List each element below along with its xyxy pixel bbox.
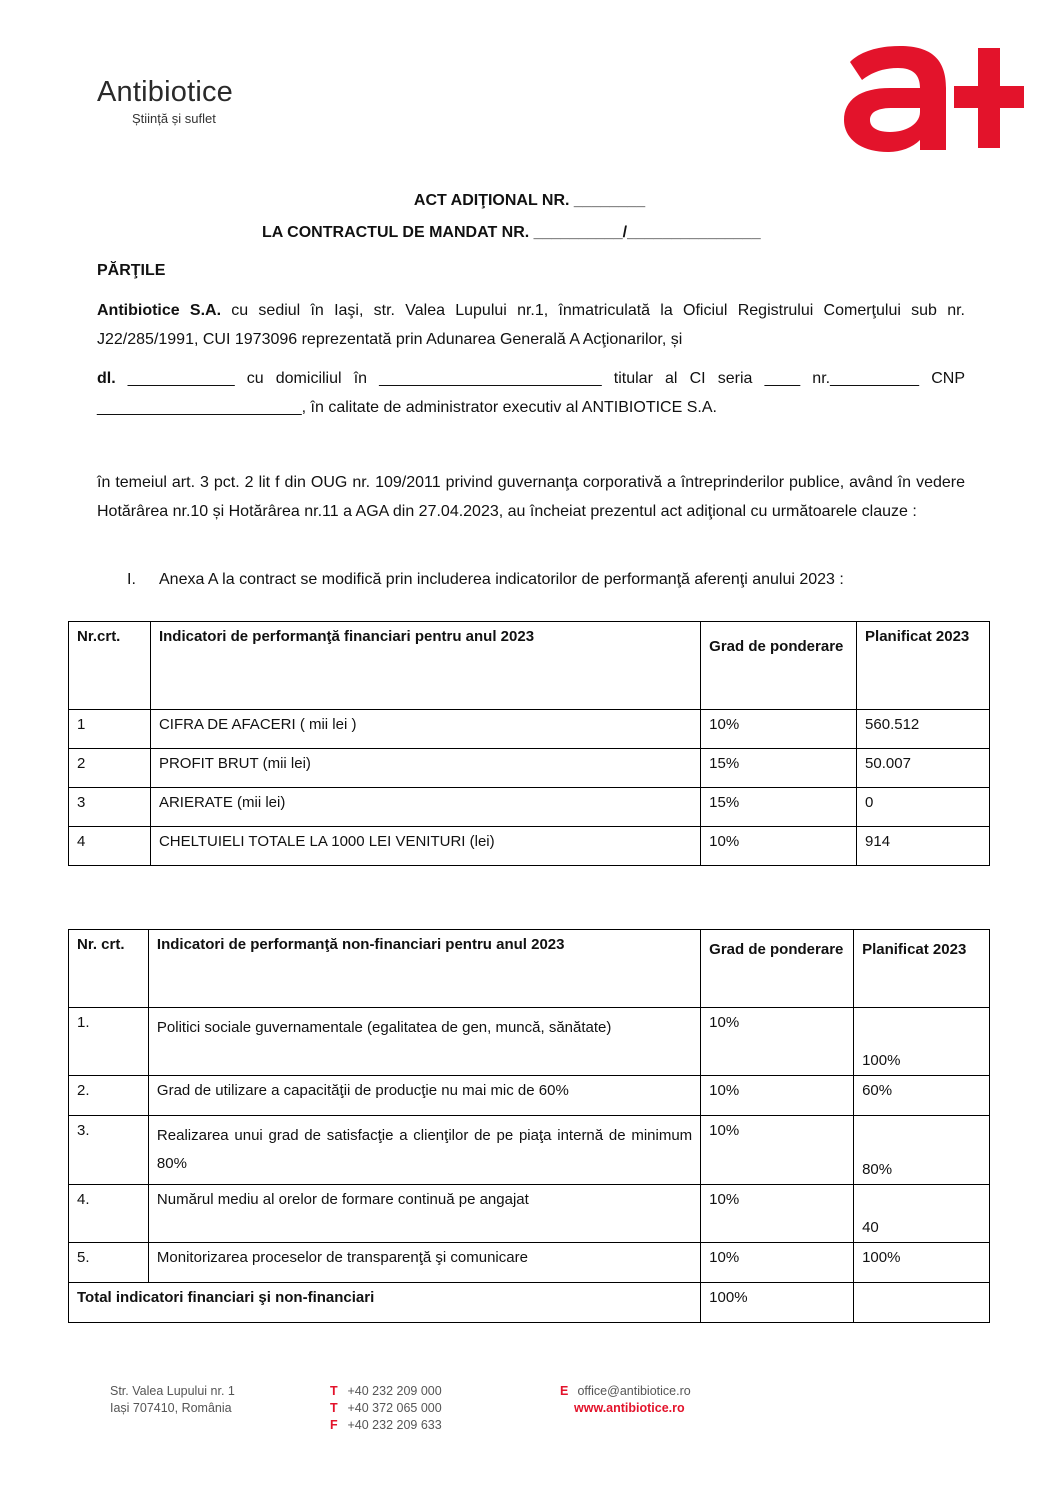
table-cell: CHELTUIELI TOTALE LA 1000 LEI VENITURI (lei): [150, 827, 700, 866]
document-title: ACT ADIŢIONAL NR. ________: [413, 192, 646, 209]
table-cell: 10%: [701, 1008, 854, 1076]
table-row: [69, 1008, 990, 1076]
legal-basis-paragraph: în temeiul art. 3 pct. 2 lit f din OUG nr. 109/2011 privind guvernanţa corporativă a întreprinderilor publice, având în vedere Hotărârea nr.10 și Hotărârea nr.11 a AGA din 27.04.2023, au încheiat prezentul act adiţional cu următoarele clauze :: [97, 474, 965, 520]
company-logo-tagline: Știință și suflet: [132, 111, 216, 126]
email-link[interactable]: office@antibiotice.ro: [577, 1384, 691, 1398]
table-header-row: [69, 930, 990, 1008]
table-cell: CIFRA DE AFACERI ( mii lei ): [150, 710, 700, 749]
header-cell: Nr.crt.: [69, 622, 151, 710]
header-cell: Grad de ponderare: [701, 622, 857, 710]
table-cell: 60%: [854, 1076, 990, 1116]
table-cell: 100%: [854, 1243, 990, 1283]
table-row: [69, 1116, 990, 1185]
table-cell: 3.: [69, 1116, 149, 1185]
table-cell: Monitorizarea proceselor de transparenţă şi comunicare: [148, 1243, 700, 1283]
address-line: Str. Valea Lupului nr. 1: [110, 1384, 235, 1398]
fax-key: F: [330, 1418, 338, 1432]
table-cell: 10%: [701, 1116, 854, 1185]
clause-text: Anexa A la contract se modifică prin includerea indicatorilor de performanţă aferenţi anului 2023 :: [159, 571, 844, 588]
table-cell: 0: [857, 788, 990, 827]
table-cell: 10%: [701, 1243, 854, 1283]
financial-indicators-table: [68, 621, 990, 866]
company-logo-name: Antibiotice: [97, 76, 233, 108]
table-row: [69, 1076, 990, 1116]
header-cell: Grad de ponderare: [701, 930, 854, 1008]
document-subtitle: LA CONTRACTUL DE MANDAT NR. __________/_______________: [262, 224, 761, 241]
address-line: Iași 707410, România: [110, 1401, 232, 1415]
party-2-paragraph: [97, 364, 965, 422]
total-planned: [854, 1283, 990, 1323]
table-cell: 914: [857, 827, 990, 866]
table-header-row: [69, 622, 990, 710]
table-cell: Numărul mediu al orelor de formare continuă pe angajat: [148, 1185, 700, 1243]
table-cell: 10%: [701, 1185, 854, 1243]
non-financial-indicators-table: [68, 929, 990, 1323]
total-value: 100%: [701, 1283, 854, 1323]
table-cell: Politici sociale guvernamentale (egalitatea de gen, muncă, sănătate): [148, 1008, 700, 1076]
table-cell: 1: [69, 710, 151, 749]
table-total-row: [69, 1283, 990, 1323]
table-cell: 80%: [854, 1116, 990, 1185]
header-cell: Planificat 2023: [857, 622, 990, 710]
table-cell: ARIERATE (mii lei): [150, 788, 700, 827]
party-1-paragraph: [97, 296, 965, 354]
table-cell: 10%: [701, 1076, 854, 1116]
phone-key: T: [330, 1401, 338, 1415]
table-cell: 5.: [69, 1243, 149, 1283]
table-row: [69, 788, 990, 827]
table-cell: Realizarea unui grad de satisfacţie a clienţilor de pe piaţa internă de minimum 80%: [148, 1116, 700, 1185]
parties-heading: PĂRŢILE: [97, 262, 166, 279]
total-label: Total indicatori financiari şi non-financiari: [69, 1283, 701, 1323]
table-cell: 2: [69, 749, 151, 788]
phone-key: T: [330, 1384, 338, 1398]
table-cell: 100%: [854, 1008, 990, 1076]
table-row: [69, 710, 990, 749]
header-cell: Indicatori de performanţă non-financiari pentru anul 2023: [148, 930, 700, 1008]
clause-number: I.: [127, 571, 136, 588]
table-cell: PROFIT BRUT (mii lei): [150, 749, 700, 788]
party-2-name: dl.: [97, 370, 116, 387]
table-cell: 15%: [701, 749, 857, 788]
party-1-name: Antibiotice S.A.: [97, 302, 222, 319]
brand-a-plus-logo: [842, 42, 1024, 154]
phone-number: +40 372 065 000: [347, 1401, 442, 1415]
email-key: E: [560, 1384, 569, 1398]
table-cell: 15%: [701, 788, 857, 827]
phone-number: +40 232 209 000: [347, 1384, 442, 1398]
table-cell: 4: [69, 827, 151, 866]
table-row: [69, 827, 990, 866]
table-cell: 560.512: [857, 710, 990, 749]
party-2-details: ____________ cu domiciliul în _________________________ titular al CI seria ____ nr.__________ CNP _______________________, în calitate de administrator executiv al ANTIBIOTICE S.A.: [97, 370, 965, 416]
table-cell: 10%: [701, 827, 857, 866]
table-cell: 1.: [69, 1008, 149, 1076]
table-row: [69, 749, 990, 788]
fax-number: +40 232 209 633: [347, 1418, 442, 1432]
table-cell: 4.: [69, 1185, 149, 1243]
party-1-details: cu sediul în Iaşi, str. Valea Lupului nr.1, înmatriculată la Oficiul Registrului Comerţului sub nr. J22/285/1991, CUI 1973096 reprezentată prin Adunarea Generală A Acţionarilor, și: [97, 302, 965, 348]
clause-item: [127, 571, 844, 589]
footer-contact: [560, 1383, 691, 1417]
website-link[interactable]: www.antibiotice.ro: [574, 1401, 685, 1415]
table-cell: 40: [854, 1185, 990, 1243]
table-cell: 2.: [69, 1076, 149, 1116]
table-row: [69, 1243, 990, 1283]
table-row: [69, 1185, 990, 1243]
header-cell: Planificat 2023: [854, 930, 990, 1008]
table-cell: 3: [69, 788, 151, 827]
footer-address: [110, 1383, 235, 1417]
table-cell: 10%: [701, 710, 857, 749]
table-cell: 50.007: [857, 749, 990, 788]
header-cell: Nr. crt.: [69, 930, 149, 1008]
table-cell: Grad de utilizare a capacităţii de producţie nu mai mic de 60%: [148, 1076, 700, 1116]
header-cell: Indicatori de performanţă financiari pentru anul 2023: [150, 622, 700, 710]
footer-phones: [330, 1383, 442, 1434]
